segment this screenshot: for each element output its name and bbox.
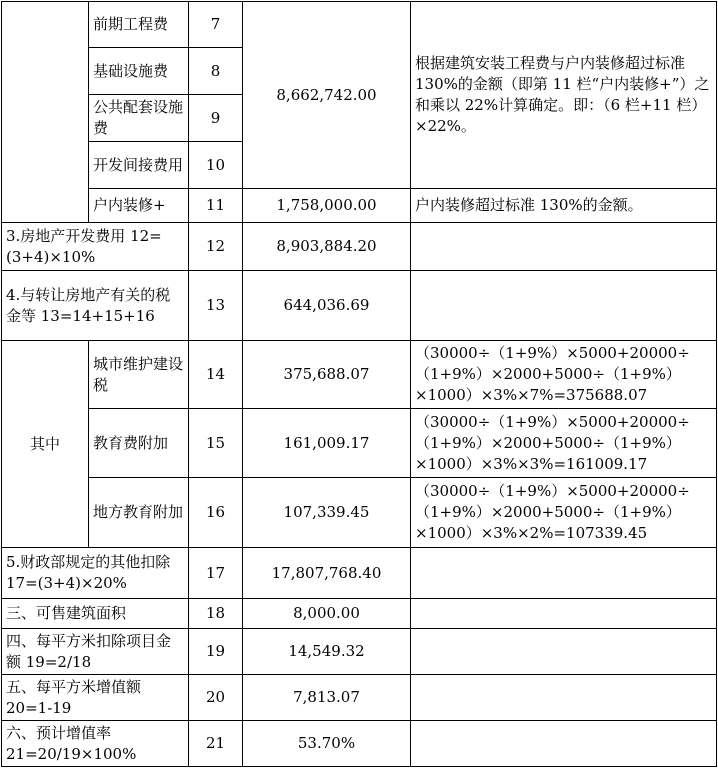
line-number: 10 xyxy=(189,142,243,189)
line-number: 19 xyxy=(189,629,243,675)
amount-cell: 375,688.07 xyxy=(243,341,411,409)
amount-cell: 14,549.32 xyxy=(243,629,411,675)
line-number: 17 xyxy=(189,548,243,599)
line-number: 8 xyxy=(189,48,243,95)
amount-cell: 17,807,768.40 xyxy=(243,548,411,599)
item-name: 地方教育附加 xyxy=(89,478,189,548)
item-name: 城市维护建设税 xyxy=(89,341,189,409)
table-row xyxy=(2,721,717,767)
note-cell: 根据建筑安装工程费与户内装修超过标准 130%的金额（即第 11 栏“户内装修+”）之和乘以 22%计算确定。即：（6 栏+11 栏）×22%。 xyxy=(411,2,717,189)
line-number: 18 xyxy=(189,599,243,629)
amount-cell: 161,009.17 xyxy=(243,409,411,478)
note-cell xyxy=(411,629,717,675)
line-number: 7 xyxy=(189,2,243,48)
note-cell xyxy=(411,271,717,341)
line-number: 11 xyxy=(189,189,243,223)
table-row xyxy=(2,2,717,48)
table-row xyxy=(2,189,717,223)
table-row xyxy=(2,409,717,478)
amount-cell: 8,000.00 xyxy=(243,599,411,629)
note-cell: （30000÷（1+9%）×5000+20000÷（1+9%）×2000+5000÷（1+9%）×1000）×3%×2%=107339.45 xyxy=(411,478,717,548)
table-row xyxy=(2,675,717,721)
table-row xyxy=(2,629,717,675)
line-number: 13 xyxy=(189,271,243,341)
line-number: 9 xyxy=(189,95,243,142)
tax-calculation-table xyxy=(1,1,717,767)
line-number: 16 xyxy=(189,478,243,548)
table-row xyxy=(2,548,717,599)
amount-cell: 7,813.07 xyxy=(243,675,411,721)
blank-cell xyxy=(2,2,89,223)
table-row xyxy=(2,599,717,629)
note-cell xyxy=(411,223,717,271)
amount-cell: 107,339.45 xyxy=(243,478,411,548)
line-number: 21 xyxy=(189,721,243,767)
note-cell xyxy=(411,599,717,629)
table-row xyxy=(2,223,717,271)
note-cell xyxy=(411,721,717,767)
note-cell xyxy=(411,548,717,599)
amount-cell: 8,662,742.00 xyxy=(243,2,411,189)
item-name: 前期工程费 xyxy=(89,2,189,48)
item-name: 公共配套设施费 xyxy=(89,95,189,142)
item-name: 六、预计增值率 21=20/19×100% xyxy=(2,721,189,767)
line-number: 20 xyxy=(189,675,243,721)
item-name: 教育费附加 xyxy=(89,409,189,478)
item-name: 基础设施费 xyxy=(89,48,189,95)
table-row xyxy=(2,271,717,341)
item-name: 四、每平方米扣除项目金额 19=2/18 xyxy=(2,629,189,675)
amount-cell: 8,903,884.20 xyxy=(243,223,411,271)
note-cell xyxy=(411,675,717,721)
item-name: 户内装修+ xyxy=(89,189,189,223)
item-name: 5.财政部规定的其他扣除 17=(3+4)×20% xyxy=(2,548,189,599)
line-number: 12 xyxy=(189,223,243,271)
item-name: 三、可售建筑面积 xyxy=(2,599,189,629)
amount-cell: 644,036.69 xyxy=(243,271,411,341)
item-name: 开发间接费用 xyxy=(89,142,189,189)
item-name: 3.房地产开发费用 12=(3+4)×10% xyxy=(2,223,189,271)
qizhong-label: 其中 xyxy=(2,341,89,548)
line-number: 15 xyxy=(189,409,243,478)
table-row xyxy=(2,341,717,409)
item-name: 五、每平方米增值额 20=1-19 xyxy=(2,675,189,721)
amount-cell: 1,758,000.00 xyxy=(243,189,411,223)
table-row xyxy=(2,478,717,548)
note-cell: （30000÷（1+9%）×5000+20000÷（1+9%）×2000+5000÷（1+9%）×1000）×3%×3%=161009.17 xyxy=(411,409,717,478)
note-cell: （30000÷（1+9%）×5000+20000÷（1+9%）×2000+5000÷（1+9%）×1000）×3%×7%=375688.07 xyxy=(411,341,717,409)
item-name: 4.与转让房地产有关的税金等 13=14+15+16 xyxy=(2,271,189,341)
line-number: 14 xyxy=(189,341,243,409)
note-cell: 户内装修超过标准 130%的金额。 xyxy=(411,189,717,223)
amount-cell: 53.70% xyxy=(243,721,411,767)
